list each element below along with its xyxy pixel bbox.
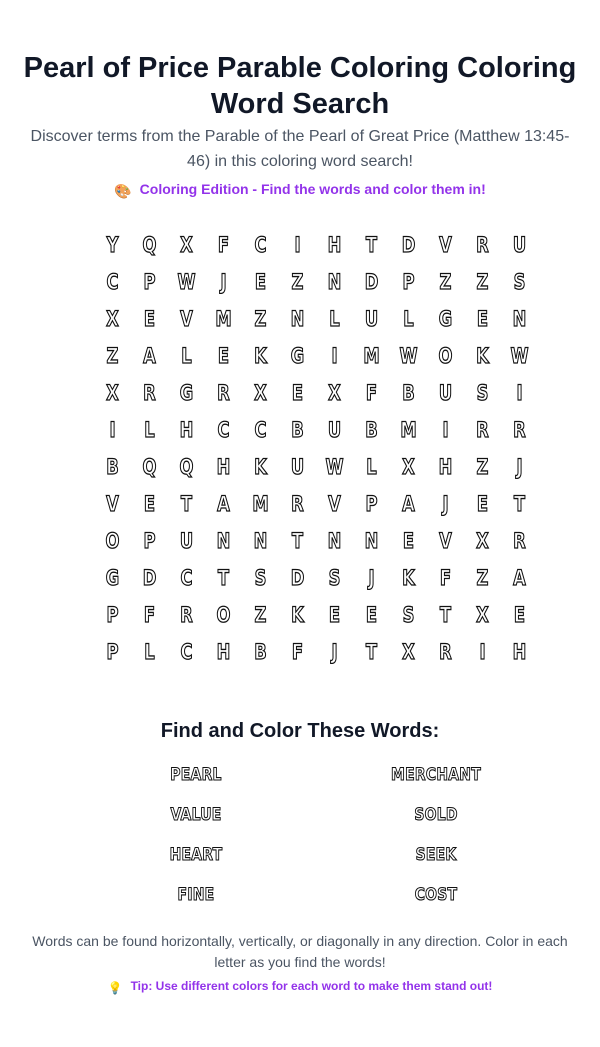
grid-cell-r1-c1[interactable]: Y xyxy=(106,232,119,257)
grid-cell-r7-c10[interactable]: H xyxy=(438,454,453,479)
grid-cell-r6-c10[interactable]: I xyxy=(442,417,449,442)
grid-cell-r3-c9[interactable]: L xyxy=(403,306,414,331)
word-seek[interactable]: SEEK xyxy=(415,845,457,865)
grid-cell-r6-c5[interactable]: C xyxy=(254,417,267,442)
grid-cell-r1-c11[interactable]: R xyxy=(476,232,489,257)
grid-cell-r6-c9[interactable]: M xyxy=(400,417,417,442)
grid-cell-r10-c7[interactable]: S xyxy=(328,565,341,590)
grid-cell-r12-c6[interactable]: F xyxy=(291,639,304,664)
grid-cell-r5-c10[interactable]: U xyxy=(438,380,453,405)
grid-cell-r8-c1[interactable]: V xyxy=(106,491,119,516)
grid-cell-r2-c1[interactable]: C xyxy=(106,269,119,294)
grid-cell-r2-c11[interactable]: Z xyxy=(476,269,489,294)
grid-cell-r9-c9[interactable]: E xyxy=(402,528,415,553)
grid-cell-r11-c1[interactable]: P xyxy=(106,602,119,627)
grid-cell-r1-c4[interactable]: F xyxy=(217,232,230,257)
grid-cell-r3-c6[interactable]: N xyxy=(290,306,305,331)
grid-cell-r9-c1[interactable]: O xyxy=(105,528,120,553)
grid-cell-r12-c5[interactable]: B xyxy=(254,639,267,664)
grid-cell-r12-c7[interactable]: J xyxy=(331,639,338,664)
grid-cell-r10-c4[interactable]: T xyxy=(217,565,230,590)
word-pearl[interactable]: PEARL xyxy=(170,765,222,785)
grid-cell-r2-c5[interactable]: E xyxy=(254,269,267,294)
grid-cell-r6-c4[interactable]: C xyxy=(217,417,230,442)
grid-cell-r9-c2[interactable]: P xyxy=(143,528,156,553)
grid-cell-r4-c12[interactable]: W xyxy=(510,343,529,368)
word-cost[interactable]: COST xyxy=(414,885,458,905)
grid-cell-r6-c11[interactable]: R xyxy=(476,417,489,442)
grid-cell-r5-c8[interactable]: F xyxy=(365,380,378,405)
page-subtitle: Discover terms from the Parable of the Pearl of Great Price (Matthew 13:45-46) in this coloring word search! xyxy=(30,128,570,170)
grid-cell-r9-c5[interactable]: N xyxy=(253,528,268,553)
grid-cell-r6-c6[interactable]: B xyxy=(291,417,304,442)
grid-cell-r1-c3[interactable]: X xyxy=(180,232,193,257)
grid-cell-r8-c10[interactable]: J xyxy=(442,491,449,516)
grid-cell-r2-c7[interactable]: N xyxy=(327,269,342,294)
grid-cell-r4-c9[interactable]: W xyxy=(399,343,418,368)
grid-cell-r6-c7[interactable]: U xyxy=(327,417,342,442)
grid-cell-r2-c9[interactable]: P xyxy=(402,269,415,294)
grid-cell-r5-c11[interactable]: S xyxy=(476,380,489,405)
grid-cell-r3-c10[interactable]: G xyxy=(438,306,453,331)
grid-cell-r10-c12[interactable]: A xyxy=(513,565,526,590)
grid-cell-r7-c8[interactable]: L xyxy=(366,454,377,479)
grid-cell-r10-c3[interactable]: C xyxy=(180,565,193,590)
grid-cell-r9-c11[interactable]: X xyxy=(476,528,489,553)
grid-cell-r2-c10[interactable]: Z xyxy=(439,269,452,294)
instructions-text: Words can be found horizontally, vertically, or diagonally in any direction. Color in each letter as you find the words! xyxy=(32,933,568,970)
grid-cell-r3-c4[interactable]: M xyxy=(215,306,232,331)
grid-cell-r12-c3[interactable]: C xyxy=(180,639,193,664)
word-list-heading: Find and Color These Words: xyxy=(160,720,440,742)
grid-cell-r7-c4[interactable]: H xyxy=(216,454,231,479)
grid-cell-r5-c12[interactable]: I xyxy=(516,380,523,405)
lightbulb-icon: 💡 xyxy=(107,981,123,995)
coloring-edition-text: Coloring Edition - Find the words and color them in! xyxy=(139,181,486,197)
grid-cell-r9-c7[interactable]: N xyxy=(327,528,342,553)
grid-cell-r10-c2[interactable]: D xyxy=(142,565,157,590)
grid-cell-r7-c5[interactable]: K xyxy=(254,454,267,479)
grid-cell-r7-c11[interactable]: Z xyxy=(476,454,489,479)
grid-cell-r10-c9[interactable]: K xyxy=(402,565,415,590)
grid-cell-r6-c1[interactable]: I xyxy=(109,417,116,442)
grid-cell-r12-c12[interactable]: H xyxy=(512,639,527,664)
grid-cell-r4-c5[interactable]: K xyxy=(254,343,267,368)
grid-cell-r10-c6[interactable]: D xyxy=(290,565,305,590)
grid-cell-r3-c7[interactable]: L xyxy=(329,306,340,331)
grid-cell-r3-c2[interactable]: E xyxy=(143,306,156,331)
grid-cell-r11-c12[interactable]: E xyxy=(513,602,526,627)
grid-cell-r2-c6[interactable]: Z xyxy=(291,269,304,294)
grid-cell-r6-c8[interactable]: B xyxy=(365,417,378,442)
grid-cell-r11-c6[interactable]: K xyxy=(291,602,304,627)
grid-cell-r7-c12[interactable]: J xyxy=(516,454,523,479)
grid-cell-r11-c2[interactable]: F xyxy=(143,602,156,627)
grid-cell-r4-c11[interactable]: K xyxy=(476,343,489,368)
grid-cell-r7-c3[interactable]: Q xyxy=(179,454,194,479)
grid-cell-r7-c9[interactable]: X xyxy=(402,454,415,479)
grid-cell-r12-c10[interactable]: R xyxy=(439,639,452,664)
grid-cell-r10-c8[interactable]: J xyxy=(368,565,375,590)
grid-cell-r8-c4[interactable]: A xyxy=(217,491,230,516)
grid-cell-r7-c1[interactable]: B xyxy=(106,454,119,479)
grid-cell-r8-c2[interactable]: E xyxy=(143,491,156,516)
tip-banner xyxy=(20,977,580,997)
palette-icon: 🎨 xyxy=(114,183,132,199)
grid-cell-r12-c1[interactable]: P xyxy=(106,639,119,664)
grid-cell-r4-c2[interactable]: A xyxy=(143,343,156,368)
grid-cell-r4-c4[interactable]: E xyxy=(217,343,230,368)
grid-cell-r11-c10[interactable]: T xyxy=(439,602,452,627)
grid-cell-r6-c3[interactable]: H xyxy=(179,417,194,442)
word-merchant[interactable]: MERCHANT xyxy=(391,765,481,785)
grid-cell-r9-c6[interactable]: T xyxy=(291,528,304,553)
grid-cell-r2-c3[interactable]: W xyxy=(177,269,196,294)
grid-cell-r5-c6[interactable]: E xyxy=(291,380,304,405)
grid-cell-r8-c9[interactable]: A xyxy=(402,491,415,516)
grid-cell-r11-c7[interactable]: E xyxy=(328,602,341,627)
grid-cell-r11-c3[interactable]: R xyxy=(180,602,193,627)
grid-cell-r5-c1[interactable]: X xyxy=(106,380,119,405)
grid-cell-r12-c4[interactable]: H xyxy=(216,639,231,664)
grid-cell-r2-c12[interactable]: S xyxy=(513,269,526,294)
grid-cell-r4-c8[interactable]: M xyxy=(363,343,380,368)
grid-cell-r5-c9[interactable]: B xyxy=(402,380,415,405)
grid-cell-r12-c2[interactable]: L xyxy=(144,639,155,664)
grid-cell-r8-c8[interactable]: P xyxy=(365,491,378,516)
grid-cell-r1-c6[interactable]: I xyxy=(294,232,301,257)
grid-cell-r4-c3[interactable]: L xyxy=(181,343,192,368)
grid-cell-r1-c9[interactable]: D xyxy=(401,232,416,257)
grid-cell-r12-c9[interactable]: X xyxy=(402,639,415,664)
grid-cell-r11-c8[interactable]: E xyxy=(365,602,378,627)
grid-cell-r1-c10[interactable]: V xyxy=(439,232,452,257)
grid-cell-r8-c11[interactable]: E xyxy=(476,491,489,516)
grid-cell-r8-c3[interactable]: T xyxy=(180,491,193,516)
grid-cell-r9-c3[interactable]: U xyxy=(179,528,194,553)
grid-cell-r5-c5[interactable]: X xyxy=(254,380,267,405)
letter-grid xyxy=(94,226,538,670)
word-sold[interactable]: SOLD xyxy=(414,805,458,825)
grid-cell-r11-c4[interactable]: O xyxy=(216,602,231,627)
grid-cell-r1-c7[interactable]: H xyxy=(327,232,342,257)
grid-cell-r2-c4[interactable]: J xyxy=(220,269,227,294)
grid-cell-r3-c1[interactable]: X xyxy=(106,306,119,331)
page-title: Pearl of Price Parable Coloring Coloring Word Search xyxy=(23,52,577,120)
grid-cell-r7-c7[interactable]: W xyxy=(325,454,344,479)
grid-cell-r3-c12[interactable]: N xyxy=(512,306,527,331)
grid-cell-r4-c6[interactable]: G xyxy=(290,343,305,368)
grid-cell-r12-c11[interactable]: I xyxy=(479,639,486,664)
coloring-edition-banner xyxy=(20,179,580,201)
grid-cell-r6-c2[interactable]: L xyxy=(144,417,155,442)
word-list xyxy=(76,763,556,923)
grid-cell-r8-c12[interactable]: T xyxy=(513,491,526,516)
grid-cell-r7-c6[interactable]: U xyxy=(290,454,305,479)
grid-cell-r3-c3[interactable]: V xyxy=(180,306,193,331)
grid-cell-r8-c5[interactable]: M xyxy=(252,491,269,516)
word-value[interactable]: VALUE xyxy=(170,805,222,825)
grid-cell-r3-c8[interactable]: U xyxy=(364,306,379,331)
grid-cell-r9-c4[interactable]: N xyxy=(216,528,231,553)
grid-cell-r11-c9[interactable]: S xyxy=(402,602,415,627)
tip-text: Tip: Use different colors for each word to make them stand out! xyxy=(130,979,493,993)
grid-cell-r3-c5[interactable]: Z xyxy=(254,306,267,331)
grid-cell-r2-c8[interactable]: D xyxy=(364,269,379,294)
grid-cell-r1-c8[interactable]: T xyxy=(365,232,378,257)
grid-cell-r4-c7[interactable]: I xyxy=(331,343,338,368)
grid-cell-r2-c2[interactable]: P xyxy=(143,269,156,294)
grid-cell-r1-c2[interactable]: Q xyxy=(142,232,157,257)
grid-cell-r1-c12[interactable]: U xyxy=(512,232,527,257)
grid-cell-r10-c11[interactable]: Z xyxy=(476,565,489,590)
grid-cell-r5-c3[interactable]: G xyxy=(179,380,194,405)
word-heart[interactable]: HEART xyxy=(169,845,223,865)
grid-cell-r10-c5[interactable]: S xyxy=(254,565,267,590)
grid-cell-r5-c4[interactable]: R xyxy=(217,380,230,405)
grid-cell-r10-c10[interactable]: F xyxy=(439,565,452,590)
grid-cell-r3-c11[interactable]: E xyxy=(476,306,489,331)
grid-cell-r5-c2[interactable]: R xyxy=(143,380,156,405)
grid-cell-r12-c8[interactable]: T xyxy=(365,639,378,664)
grid-cell-r8-c7[interactable]: V xyxy=(328,491,341,516)
grid-cell-r9-c8[interactable]: N xyxy=(364,528,379,553)
grid-cell-r4-c10[interactable]: O xyxy=(438,343,453,368)
word-fine[interactable]: FINE xyxy=(177,885,215,905)
grid-cell-r10-c1[interactable]: G xyxy=(105,565,120,590)
grid-cell-r9-c10[interactable]: V xyxy=(439,528,452,553)
grid-cell-r9-c12[interactable]: R xyxy=(513,528,526,553)
grid-cell-r8-c6[interactable]: R xyxy=(291,491,304,516)
grid-cell-r5-c7[interactable]: X xyxy=(328,380,341,405)
grid-cell-r6-c12[interactable]: R xyxy=(513,417,526,442)
grid-cell-r4-c1[interactable]: Z xyxy=(106,343,119,368)
grid-cell-r11-c11[interactable]: X xyxy=(476,602,489,627)
grid-cell-r11-c5[interactable]: Z xyxy=(254,602,267,627)
grid-cell-r7-c2[interactable]: Q xyxy=(142,454,157,479)
grid-cell-r1-c5[interactable]: C xyxy=(254,232,267,257)
